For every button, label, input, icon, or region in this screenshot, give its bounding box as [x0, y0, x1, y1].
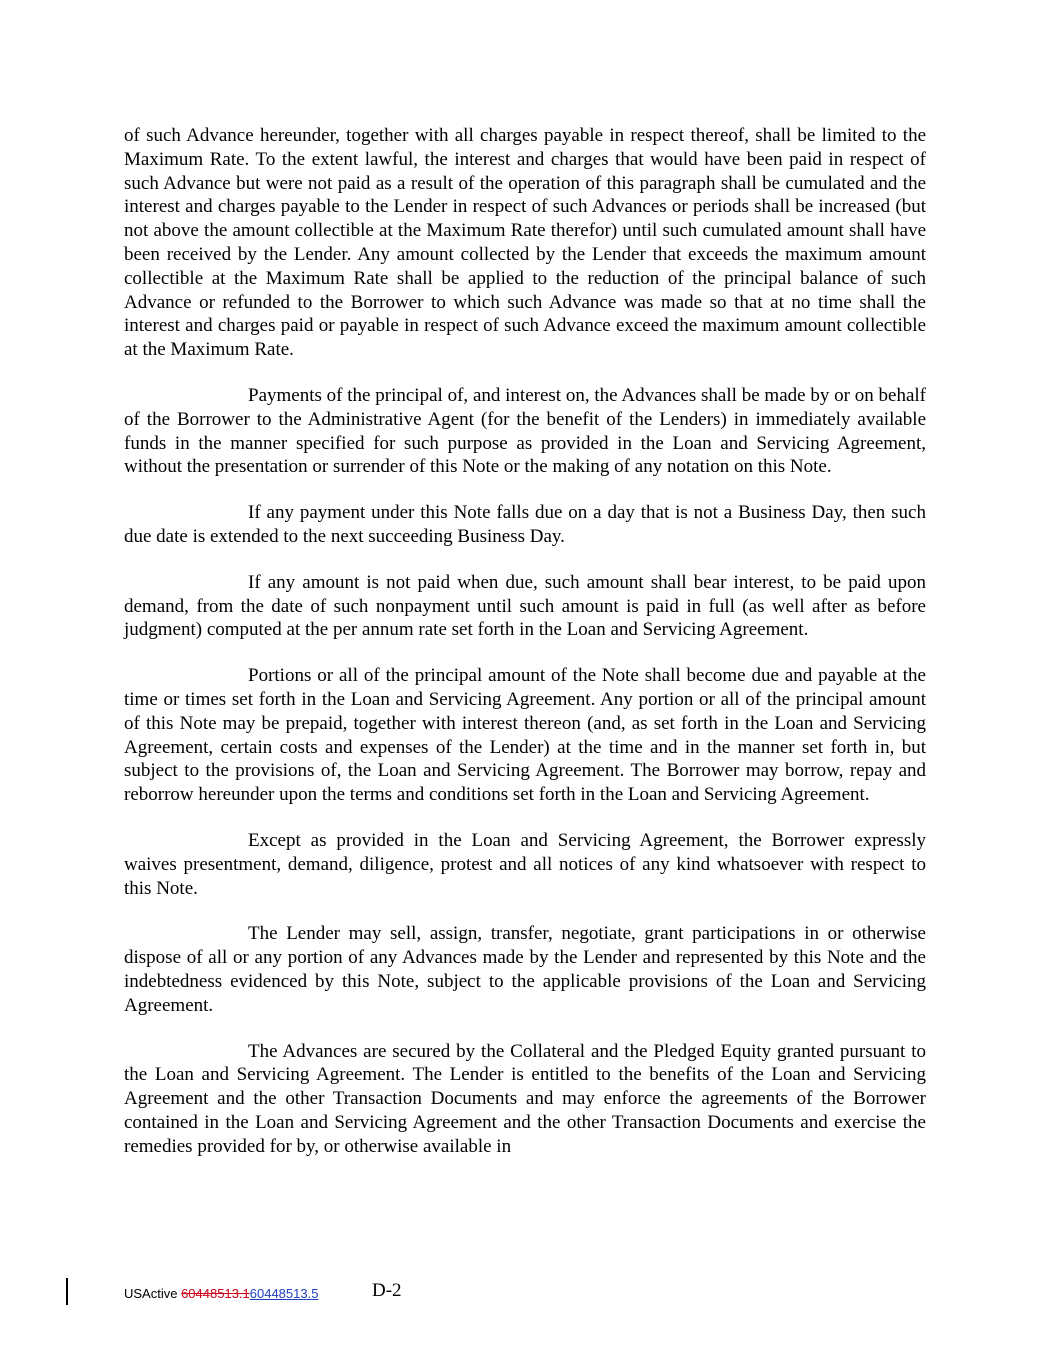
document-id-deleted: 60448513.1	[181, 1286, 250, 1301]
paragraph-payments: Payments of the principal of, and interest on, the Advances shall be made by or on behalf of the Borrower to the Administrative Agent (for the benefit of the Lenders) in immediately available funds in the manner specified for such purpose as provided in the Loan and Servicing Agreement, without the presentation or surrender of this Note or the making of any notation on this Note.	[124, 384, 926, 478]
paragraph-assignment: The Lender may sell, assign, transfer, negotiate, grant participations in or otherwise dispose of all or any portion of any Advances made by the Lender and represented by this Note and the indebtedness evidenced by this Note, subject to the applicable provisions of the Loan and Servicing Agreement.	[124, 923, 926, 1016]
document-id	[124, 1286, 318, 1301]
document-page	[124, 124, 926, 1158]
paragraph-prepayment: Portions or all of the principal amount of the Note shall become due and payable at the time or times set forth in the Loan and Servicing Agreement. Any portion or all of the principal amount of this Note may be prepaid, together with interest thereon (and, as set forth in the Loan and Servicing Agreement, certain costs and expenses of the Lender) at the time and in the manner set forth in, but subject to the provisions of, the Loan and Servicing Agreement. The Borrower may borrow, repay and reborrow hereunder upon the terms and conditions set forth in the Loan and Servicing Agreement.	[124, 665, 926, 806]
page-number: D-2	[372, 1280, 402, 1301]
revision-change-bar	[66, 1278, 68, 1305]
paragraph-business-day: If any payment under this Note falls due on a day that is not a Business Day, then such due date is extended to the next succeeding Business Day.	[124, 502, 926, 547]
paragraph-late-interest: If any amount is not paid when due, such amount shall bear interest, to be paid upon demand, from the date of such nonpayment until such amount is paid in full (as well after as before judgment) computed at the per annum rate set forth in the Loan and Servicing Agreement.	[124, 571, 926, 641]
paragraph-security: The Advances are secured by the Collateral and the Pledged Equity granted pursuant to the Loan and Servicing Agreement. The Lender is entitled to the benefits of the Loan and Servicing Agreement and the other Transaction Documents and may enforce the agreements of the Borrower contained in the Loan and Servicing Agreement and the other Transaction Documents and exercise the remedies provided for by, or otherwise available in	[124, 1040, 926, 1157]
paragraph-waiver: Except as provided in the Loan and Servicing Agreement, the Borrower expressly waives presentment, demand, diligence, protest and all notices of any kind whatsoever with respect to this Note.	[124, 829, 926, 899]
document-id-inserted: 60448513.5	[249, 1286, 319, 1301]
document-id-prefix: USActive	[124, 1286, 182, 1301]
page-footer	[0, 1272, 1055, 1312]
paragraph-continuation: of such Advance hereunder, together with all charges payable in respect thereof, shall be limited to the Maximum Rate. To the extent lawful, the interest and charges that would have been paid in respect of such Advance but were not paid as a result of the operation of this paragraph shall be cumulated and the interest and charges payable to the Lender in respect of such Advances or periods shall be increased (but not above the amount collectible at the Maximum Rate therefor) until such cumulated amount shall have been received by the Lender. Any amount collected by the Lender that exceeds the maximum amount collectible at the Maximum Rate shall be applied to the reduction of the principal balance of such Advance or refunded to the Borrower to which such Advance was made so that at no time shall the interest and charges paid or payable in respect of such Advance exceed the maximum amount collectible at the Maximum Rate.	[124, 125, 926, 361]
